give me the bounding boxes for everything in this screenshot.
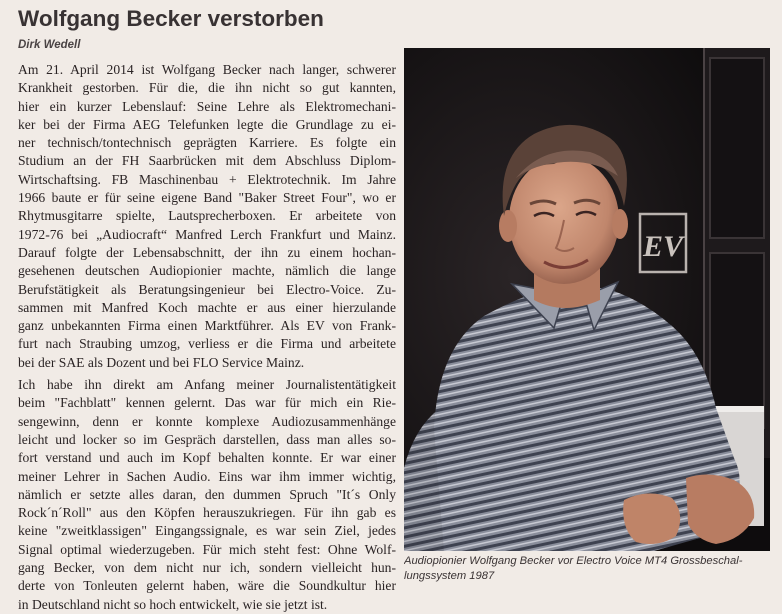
photo-caption	[404, 554, 776, 583]
paragraph-line: Krankheit gestorben. Für die, die ihn nicht so gut kannten,	[18, 80, 396, 96]
article-paragraph-2	[18, 376, 396, 614]
paragraph-line: keine "zweitklassigen" Eingangssignale, es war sein Ziel, jedes	[18, 523, 396, 539]
paragraph-line: leicht und locker so im Gespräch darstellen, dass man alles so-	[18, 431, 396, 447]
paragraph-line: ner technisch/tontechnisch geprägten Karriere. Es folgte ein	[18, 135, 396, 151]
paragraph-line: nämlich er setzte alles daran, den dummen Spruch "It´s Only	[18, 486, 396, 502]
paragraph-line: gesehenen deutschen Audiopionier machte, nämlich die lange	[18, 263, 396, 279]
paragraph-line: hier ein kurzer Lebenslauf: Seine Lehre als Elektromechani-	[18, 98, 396, 114]
paragraph-line: Ich habe ihn direkt am Anfang meiner Journalistentätigkeit	[18, 377, 396, 393]
paragraph-line: Wirtschaftsing. FB Maschinenbau + Elektrotechnik. Im Jahre	[18, 171, 396, 187]
article-body	[18, 61, 396, 614]
paragraph-line: furt nach Straubing umzog, verliess er die Firma und arbeitete	[18, 336, 396, 352]
paragraph-line: in Deutschland nicht so hoch entwickelt, wie sie jetzt ist.	[18, 596, 328, 612]
paragraph-line: ker bei der Firma AEG Telefunken legte die Grundlage zu ei-	[18, 116, 396, 132]
portrait-photo	[404, 48, 770, 551]
portrait-illustration	[404, 48, 770, 551]
author-byline: Dirk Wedell	[18, 39, 81, 51]
paragraph-line: Am 21. April 2014 ist Wolfgang Becker nach langer, schwerer	[18, 62, 396, 77]
paragraph-line: Signal optimal wiederzugeben. Für mich steht fest: Ohne Wolf-	[18, 541, 396, 557]
paragraph-line: bei der SAE als Dozent und bei FLO Service Mainz.	[18, 354, 305, 370]
paragraph-line: derte von Tonleuten gelernt haben, wäre die Soundkultur hier	[18, 578, 396, 594]
paragraph-line: Berufstätigkeit als Beratungsingenieur bei Electro-Voice. Zu-	[18, 281, 396, 297]
paragraph-line: ganz unbekannten Firma einen Marktführer. Als EV von Frank-	[18, 318, 396, 334]
paragraph-line: fort verstand und auch im Kopf behalten konnte. Er war einer	[18, 450, 396, 466]
paragraph-line: 1966 baute er für seine eigene Band "Baker Street Four", wo er	[18, 190, 396, 206]
article-paragraph-1	[18, 61, 396, 372]
ev-logo-text: EV	[642, 230, 684, 263]
paragraph-line: sengewinn, denn er konnte komplexe Audiozusammenhänge	[18, 413, 396, 429]
paragraph-line: meiner Lehrer in Sachen Audio. Eins war ihm immer wichtig,	[18, 468, 396, 484]
paragraph-line: Rock´n´Roll" aus den Köpfen herauszukriegen. Für ihn gab es	[18, 505, 396, 521]
caption-line: lungssystem 1987	[404, 569, 495, 582]
paragraph-line: 1972-76 bei „Audiocraft“ Manfred Lerch Frankfurt und Mainz.	[18, 226, 396, 242]
paragraph-line: Rhytmusgitarre spielte, Lautsprecherboxen. Er arbeitete von	[18, 208, 396, 224]
paragraph-line: Studium an der FH Saarbrücken mit dem Abschluss Diplom-	[18, 153, 396, 169]
paragraph-line: Darauf folgte der Lebensabschnitt, der ihn zu einem hochan-	[18, 244, 396, 260]
article-headline: Wolfgang Becker verstorben	[18, 6, 324, 31]
paragraph-line: gang Becker, von dem nicht nur ich, sondern vielleicht hun-	[18, 560, 396, 576]
paragraph-line: beim "Fachblatt" kennen gelernt. Das war für mich ein Rie-	[18, 395, 396, 411]
paragraph-line: sammen mit Manfred Koch machte er aus einer hierzulande	[18, 299, 396, 315]
caption-line: Audiopionier Wolfgang Becker vor Electro Voice MT4 Grossbeschal-	[404, 555, 743, 567]
